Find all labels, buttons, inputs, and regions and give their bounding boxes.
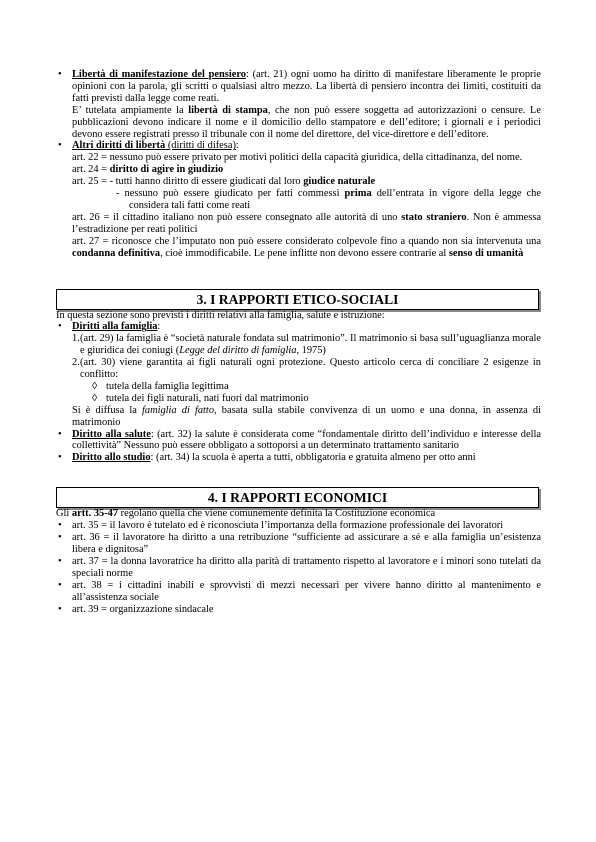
term-altri-diritti: Altri diritti di libertà: [72, 140, 166, 152]
diamond-icon: ◊: [92, 380, 98, 392]
bullet-salute: • Diritto alla salute: (art. 32) la salute è considerata come “fondamentale diritto dell’individuo e interesse della collettività” Nessuno può essere obbligato a sottoporsi a un determinato trattamento sanitario: [56, 429, 541, 453]
article-25: art. 25 = - tutti hanno diritto di essere giudicati dal loro giudice naturale: [72, 176, 376, 188]
bullet-art-38: • art. 38 = i cittadini inabili e sprovvisti di mezzi necessari per vivere hanno diritto al mantenimento e all’assistenza sociale: [56, 580, 541, 604]
bullet-famiglia: • Diritti alla famiglia:: [56, 321, 541, 333]
list-item-art-30: 2. (art. 30) viene garantita ai figli naturali ogni protezione. Questo articolo cerca di conciliare 2 esigenze in conflitto:: [72, 357, 541, 381]
section-intro-etico: In questa sezione sono previsti i diritti relativi alla famiglia, salute e istruzione:: [56, 309, 385, 321]
diamond-item-famiglia-legittima: ◊ tutela della famiglia legittima: [92, 380, 229, 392]
bullet-art-36: • art. 36 = il lavoratore ha diritto a una retribuzione “sufficiente ad assicurare a sé e alla famiglia un’esistenza libera e dignitosa”: [56, 532, 541, 556]
diamond-icon: ◊: [92, 392, 98, 404]
section-heading-economici: 4. I RAPPORTI ECONOMICI: [56, 487, 539, 508]
paragraph-liberta-stampa: E’ tutelata ampiamente la libertà di stampa, che non può essere soggetta ad autorizzazioni o censure. Le pubblicazioni devono indicare il nome e il domicilio dello stampatore e dell’editore; i giornali e i periodici devono essere registrati presso il tribunale con il nome del direttore, del vice-direttore e dell’editore.: [72, 104, 542, 140]
paragraph-famiglia-fatto: Si è diffusa la famiglia di fatto, basata sulla stabile convivenza di un uomo e una donna, in assenza di matrimonio: [72, 404, 542, 428]
term-studio: Diritto allo studio: [72, 452, 151, 464]
document-page: [56, 69, 541, 615]
article-27: art. 27 = riconosce che l’imputato non può essere considerato colpevole fino a quando non sia intervenuta una condanna definitiva, cioè immodificabile. Le pene inflitte non devono essere contrarie al senso di umanità: [72, 235, 541, 259]
term-liberta-pensiero: Libertà di manifestazione del pensiero: [72, 69, 246, 80]
section-heading-etico-sociali: 3. I RAPPORTI ETICO-SOCIALI: [56, 289, 539, 310]
diamond-item-figli-naturali: ◊ tutela dei figli naturali, nati fuori dal matrimonio: [92, 392, 309, 404]
bullet-studio: • Diritto allo studio: (art. 34) la scuola è aperta a tutti, obbligatoria e gratuita almeno per otto anni: [56, 452, 541, 464]
article-24: art. 24 = diritto di agire in giudizio: [72, 164, 224, 176]
article-22: art. 22 = nessuno può essere privato per motivi politici della capacità giuridica, della cittadinanza, del nome.: [72, 152, 523, 164]
bullet-art-35: • art. 35 = il lavoro è tutelato ed è riconosciuta l’importanza della formazione professionale dei lavoratori: [56, 520, 541, 532]
bullet-liberta-pensiero: • Libertà di manifestazione del pensiero: (art. 21) ogni uomo ha diritto di manifestare liberamente le proprie opinioni con la parola, gli scritti o qualsiasi altro mezzo. La libertà di pensiero incontra dei limiti, costituiti da fatti previsti dalla legge come reati.: [56, 69, 541, 105]
bullet-altri-diritti: • Altri diritti di libertà (diritti di difesa):: [56, 140, 541, 152]
bullet-art-39: • art. 39 = organizzazione sindacale: [56, 604, 541, 616]
term-salute: Diritto alla salute: [72, 428, 151, 440]
section-intro-economici: Gli artt. 35-47 regolano quella che viene comunemente definita la Costituzione economica: [56, 508, 436, 520]
article-26: art. 26 = il cittadino italiano non può essere consegnato alle autorità di uno stato straniero. Non è ammessa l’estradizione per reati politici: [72, 211, 541, 235]
bullet-art-37: • art. 37 = la donna lavoratrice ha diritto alla parità di trattamento rispetto al lavoratore e i minori sono tutelati da speciali norme: [56, 556, 541, 580]
article-25-sub: - nessuno può essere giudicato per fatti commessi prima dell’entrata in vigore della legge che considera tali fatti come reati: [116, 188, 541, 211]
term-famiglia: Diritti alla famiglia: [72, 321, 158, 333]
list-item-art-29: 1. (art. 29) la famiglia è “società naturale fondata sul matrimonio”. Il matrimonio si basa sull’uguaglianza morale e giuridica dei coniugi (Legge del diritto di famiglia, 1975): [72, 333, 541, 357]
